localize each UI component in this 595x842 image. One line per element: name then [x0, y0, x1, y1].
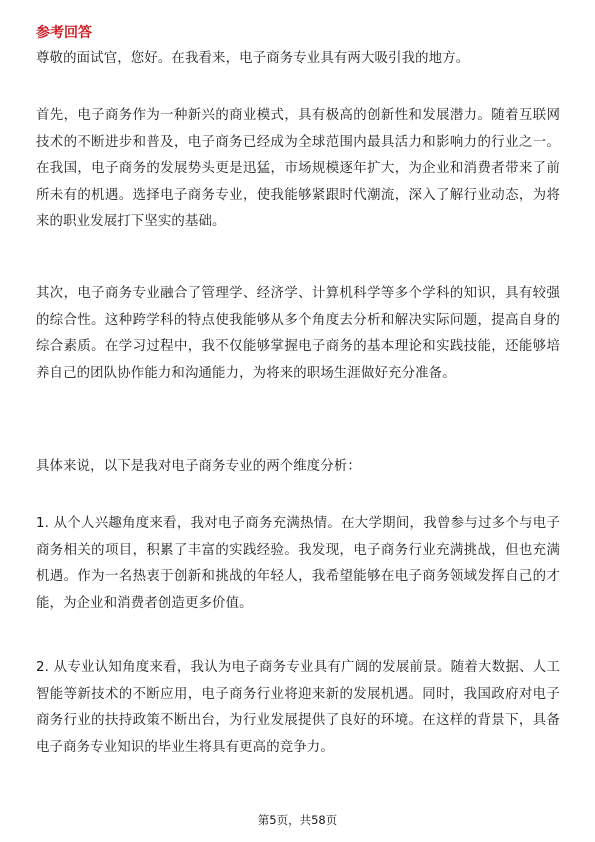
- page-number-footer: 第5页，共58页: [257, 813, 338, 827]
- paragraph-first-reason: 首先，电子商务作为一种新兴的商业模式，具有极高的创新性和发展潜力。随着互联网技术的不断进步和普及，电子商务已经成为全球范围内最具活力和影响力的行业之一。在我国，电子商务的发展势头更是迅猛，市场规模逐年扩大，为企业和消费者带来了前所未有的机遇。选择电子商务专业，使我能够紧跟时代潮流，深入了解行业动态，为将来的职业发展打下坚实的基础。: [36, 108, 560, 229]
- paragraph-second-reason: 其次，电子商务专业融合了管理学、经济学、计算机科学等多个学科的知识，具有较强的综合性。这种跨学科的特点使我能够从多个角度去分析和解决实际问题，提高自身的综合素质。在学习过程中，我不仅能够掌握电子商务的基本理论和实践技能，还能够培养自己的团队协作能力和沟通能力，为将来的职场生涯做好充分准备。: [36, 286, 560, 381]
- paragraph-point-two: 2. 从专业认知角度来看，我认为电子商务专业具有广阔的发展前景。随着大数据、人工智能等新技术的不断应用，电子商务行业将迎来新的发展机遇。同时，我国政府对电子商务行业的扶持政策不断出台，为行业发展提供了良好的环境。在这样的背景下，具备电子商务专业知识的毕业生将具有更高的竞争力。: [36, 660, 560, 755]
- paragraph-point-one: 1. 从个人兴趣角度来看，我对电子商务充满热情。在大学期间，我曾参与过多个与电子商务相关的项目，积累了丰富的实践经验。我发现，电子商务行业充满挑战，但也充满机遇。作为一名热衷于创新和挑战的年轻人，我希望能够在电子商务领域发挥自己的才能，为企业和消费者创造更多价值。: [36, 516, 560, 611]
- paragraph-analysis-intro: 具体来说，以下是我对电子商务专业的两个维度分析：: [36, 459, 361, 474]
- answer-heading: 参考回答: [36, 25, 92, 41]
- paragraph-greeting: 尊敬的面试官，您好。在我看来，电子商务专业具有两大吸引我的地方。: [36, 51, 470, 66]
